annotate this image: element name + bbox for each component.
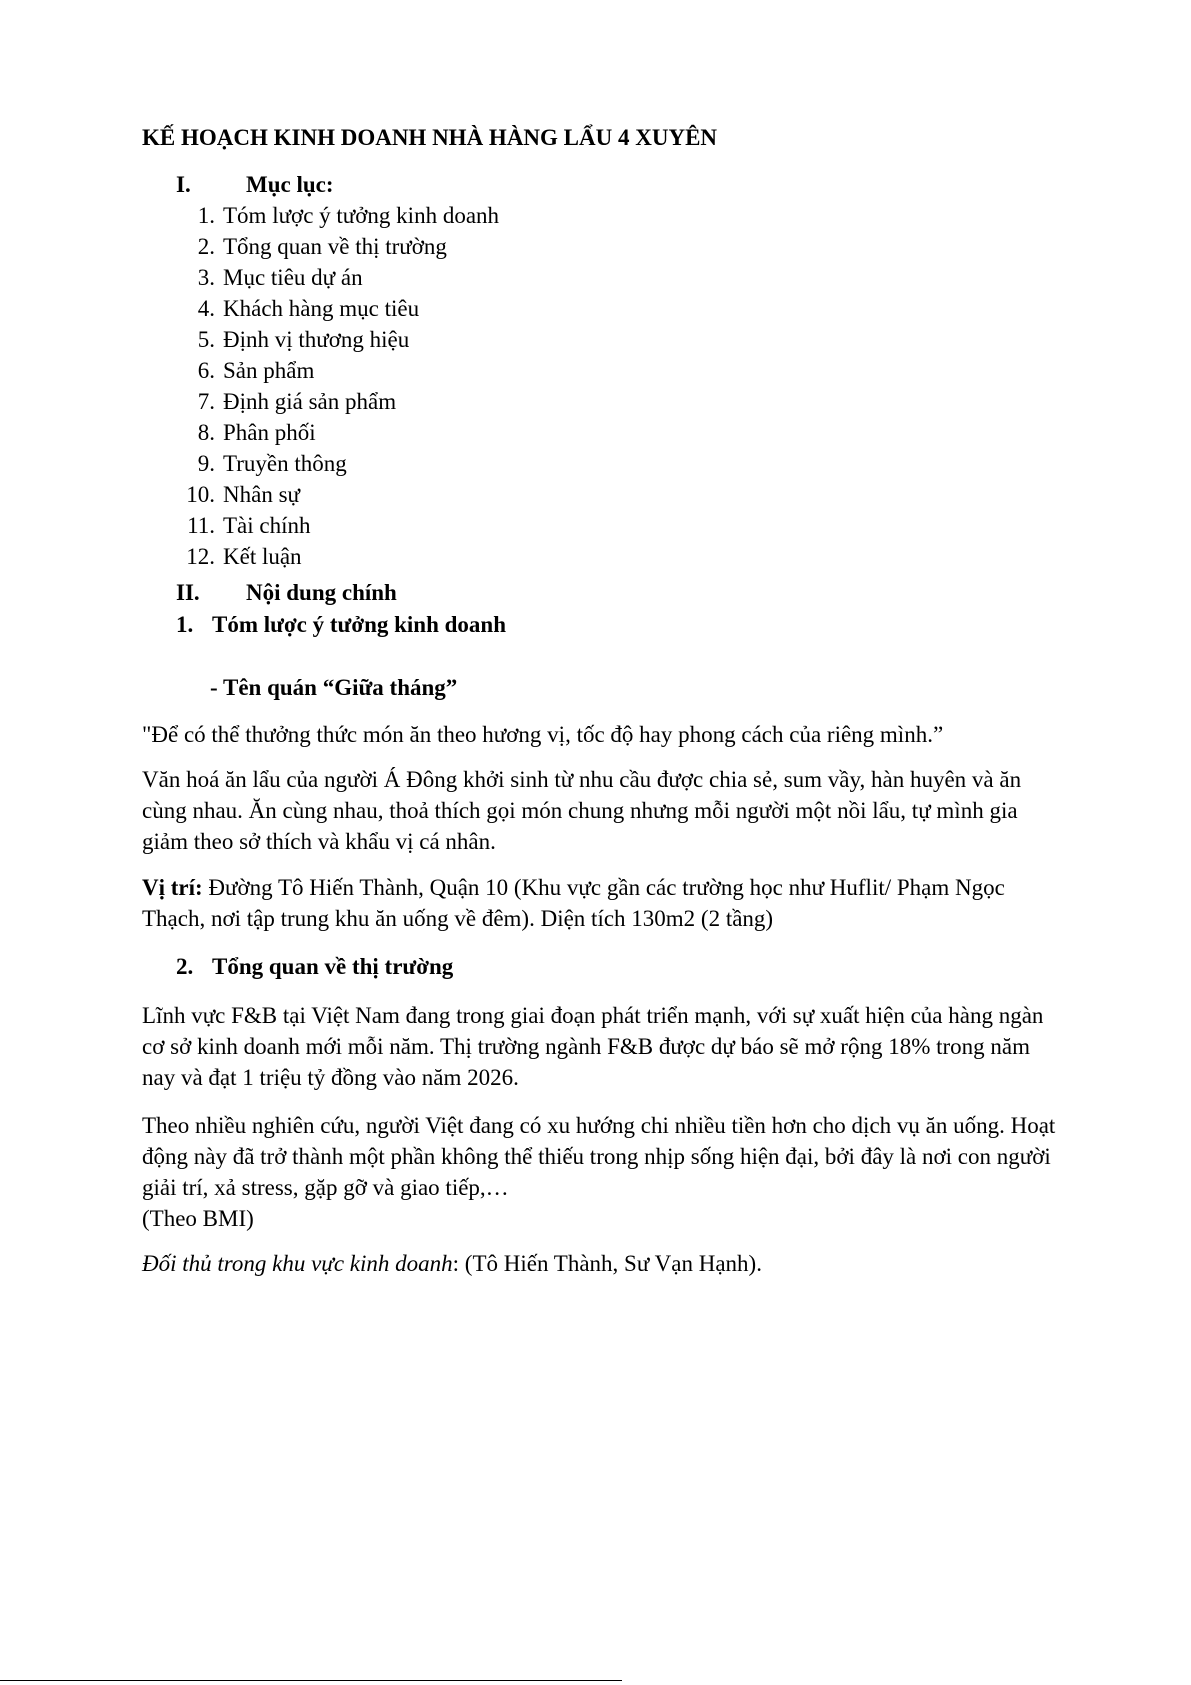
toc-item-number: 1.: [197, 203, 215, 228]
market-paragraph-2-text: Theo nhiều nghiên cứu, người Việt đang có xu hướng chi nhiều tiền hơn cho dịch vụ ăn uống. Hoạt động này đã trở thành một phần không thể thiếu trong nhịp sống hiện đại, bởi đây là nơi con người giải trí, xả stress, gặp gỡ và giao tiếp,…: [142, 1113, 1056, 1200]
section-title: Mục lục:: [246, 172, 334, 197]
toc-item-label: Nhân sự: [223, 482, 300, 507]
footer-rule-end: [600, 1680, 622, 1681]
toc-item-number: 2.: [197, 234, 215, 259]
competitors-text: : (Tô Hiến Thành, Sư Vạn Hạnh).: [452, 1251, 762, 1276]
toc-item-label: Kết luận: [223, 544, 302, 569]
competitors-paragraph: [142, 1248, 1062, 1279]
toc-item-number: 4.: [197, 296, 215, 321]
toc-item-label: Phân phối: [223, 420, 316, 445]
toc-item-number: 11.: [187, 513, 215, 538]
toc-item-number: 12.: [186, 544, 215, 569]
toc-item-label: Định giá sản phẩm: [223, 389, 397, 414]
toc-item-number: 6.: [197, 358, 215, 383]
toc-item-label: Tài chính: [223, 513, 311, 538]
toc-item-label: Truyền thông: [223, 451, 347, 476]
toc-item-label: Định vị thương hiệu: [223, 327, 410, 352]
toc-item-label: Khách hàng mục tiêu: [223, 296, 420, 321]
location-paragraph: [142, 872, 1062, 934]
toc-item-number: 7.: [197, 389, 215, 414]
toc-item-number: 3.: [197, 265, 215, 290]
shop-name-line: - Tên quán “Giữa tháng”: [210, 675, 458, 700]
section-numeral: II.: [176, 580, 200, 605]
culture-paragraph: Văn hoá ăn lẩu của người Á Đông khởi sinh từ nhu cầu được chia sẻ, sum vầy, hàn huyên và ăn cùng nhau. Ăn cùng nhau, thoả thích gọi món chung nhưng mỗi người một nồi lẩu, tự mình gia giảm theo sở thích và khẩu vị cá nhân.: [142, 767, 1022, 854]
source-note: (Theo BMI): [142, 1206, 254, 1231]
toc-item-label: Tổng quan về thị trường: [223, 234, 447, 259]
market-paragraph-1: Lĩnh vực F&B tại Việt Nam đang trong giai đoạn phát triển mạnh, với sự xuất hiện của hàng ngàn cơ sở kinh doanh mới mỗi năm. Thị trường ngành F&B được dự báo sẽ mở rộng 18% trong năm nay và đạt 1 triệu tỷ đồng vào năm 2026.: [142, 1003, 1044, 1090]
subsection-title: Tổng quan về thị trường: [212, 954, 454, 979]
subsection-number: 2.: [176, 954, 194, 979]
competitors-label: Đối thủ trong khu vực kinh doanh: [142, 1251, 453, 1276]
footer-rule: [0, 1680, 600, 1681]
toc-item-number: 9.: [197, 451, 215, 476]
subsection-number: 1.: [176, 612, 194, 637]
location-label: Vị trí:: [142, 875, 203, 900]
document-title: KẾ HOẠCH KINH DOANH NHÀ HÀNG LẨU 4 XUYÊN: [142, 125, 718, 150]
toc-item-number: 10.: [186, 482, 215, 507]
toc-item-label: Sản phẩm: [223, 358, 315, 383]
subsection-title: Tóm lược ý tưởng kinh doanh: [212, 612, 507, 637]
location-text: Đường Tô Hiến Thành, Quận 10 (Khu vực gần các trường học như Huflit/ Phạm Ngọc Thạch, nơi tập trung khu ăn uống về đêm). Diện tích 130m2 (2 tầng): [142, 875, 1005, 931]
section-numeral: I.: [176, 172, 191, 197]
section-title: Nội dung chính: [246, 580, 397, 605]
market-paragraph-2: [142, 1110, 1062, 1234]
toc-item-label: Tóm lược ý tưởng kinh doanh: [223, 203, 500, 228]
toc-item-number: 5.: [197, 327, 215, 352]
quote-paragraph: "Để có thể thưởng thức món ăn theo hương vị, tốc độ hay phong cách của riêng mình.”: [142, 722, 944, 747]
toc-item-number: 8.: [197, 420, 215, 445]
toc-item-label: Mục tiêu dự án: [223, 265, 363, 290]
